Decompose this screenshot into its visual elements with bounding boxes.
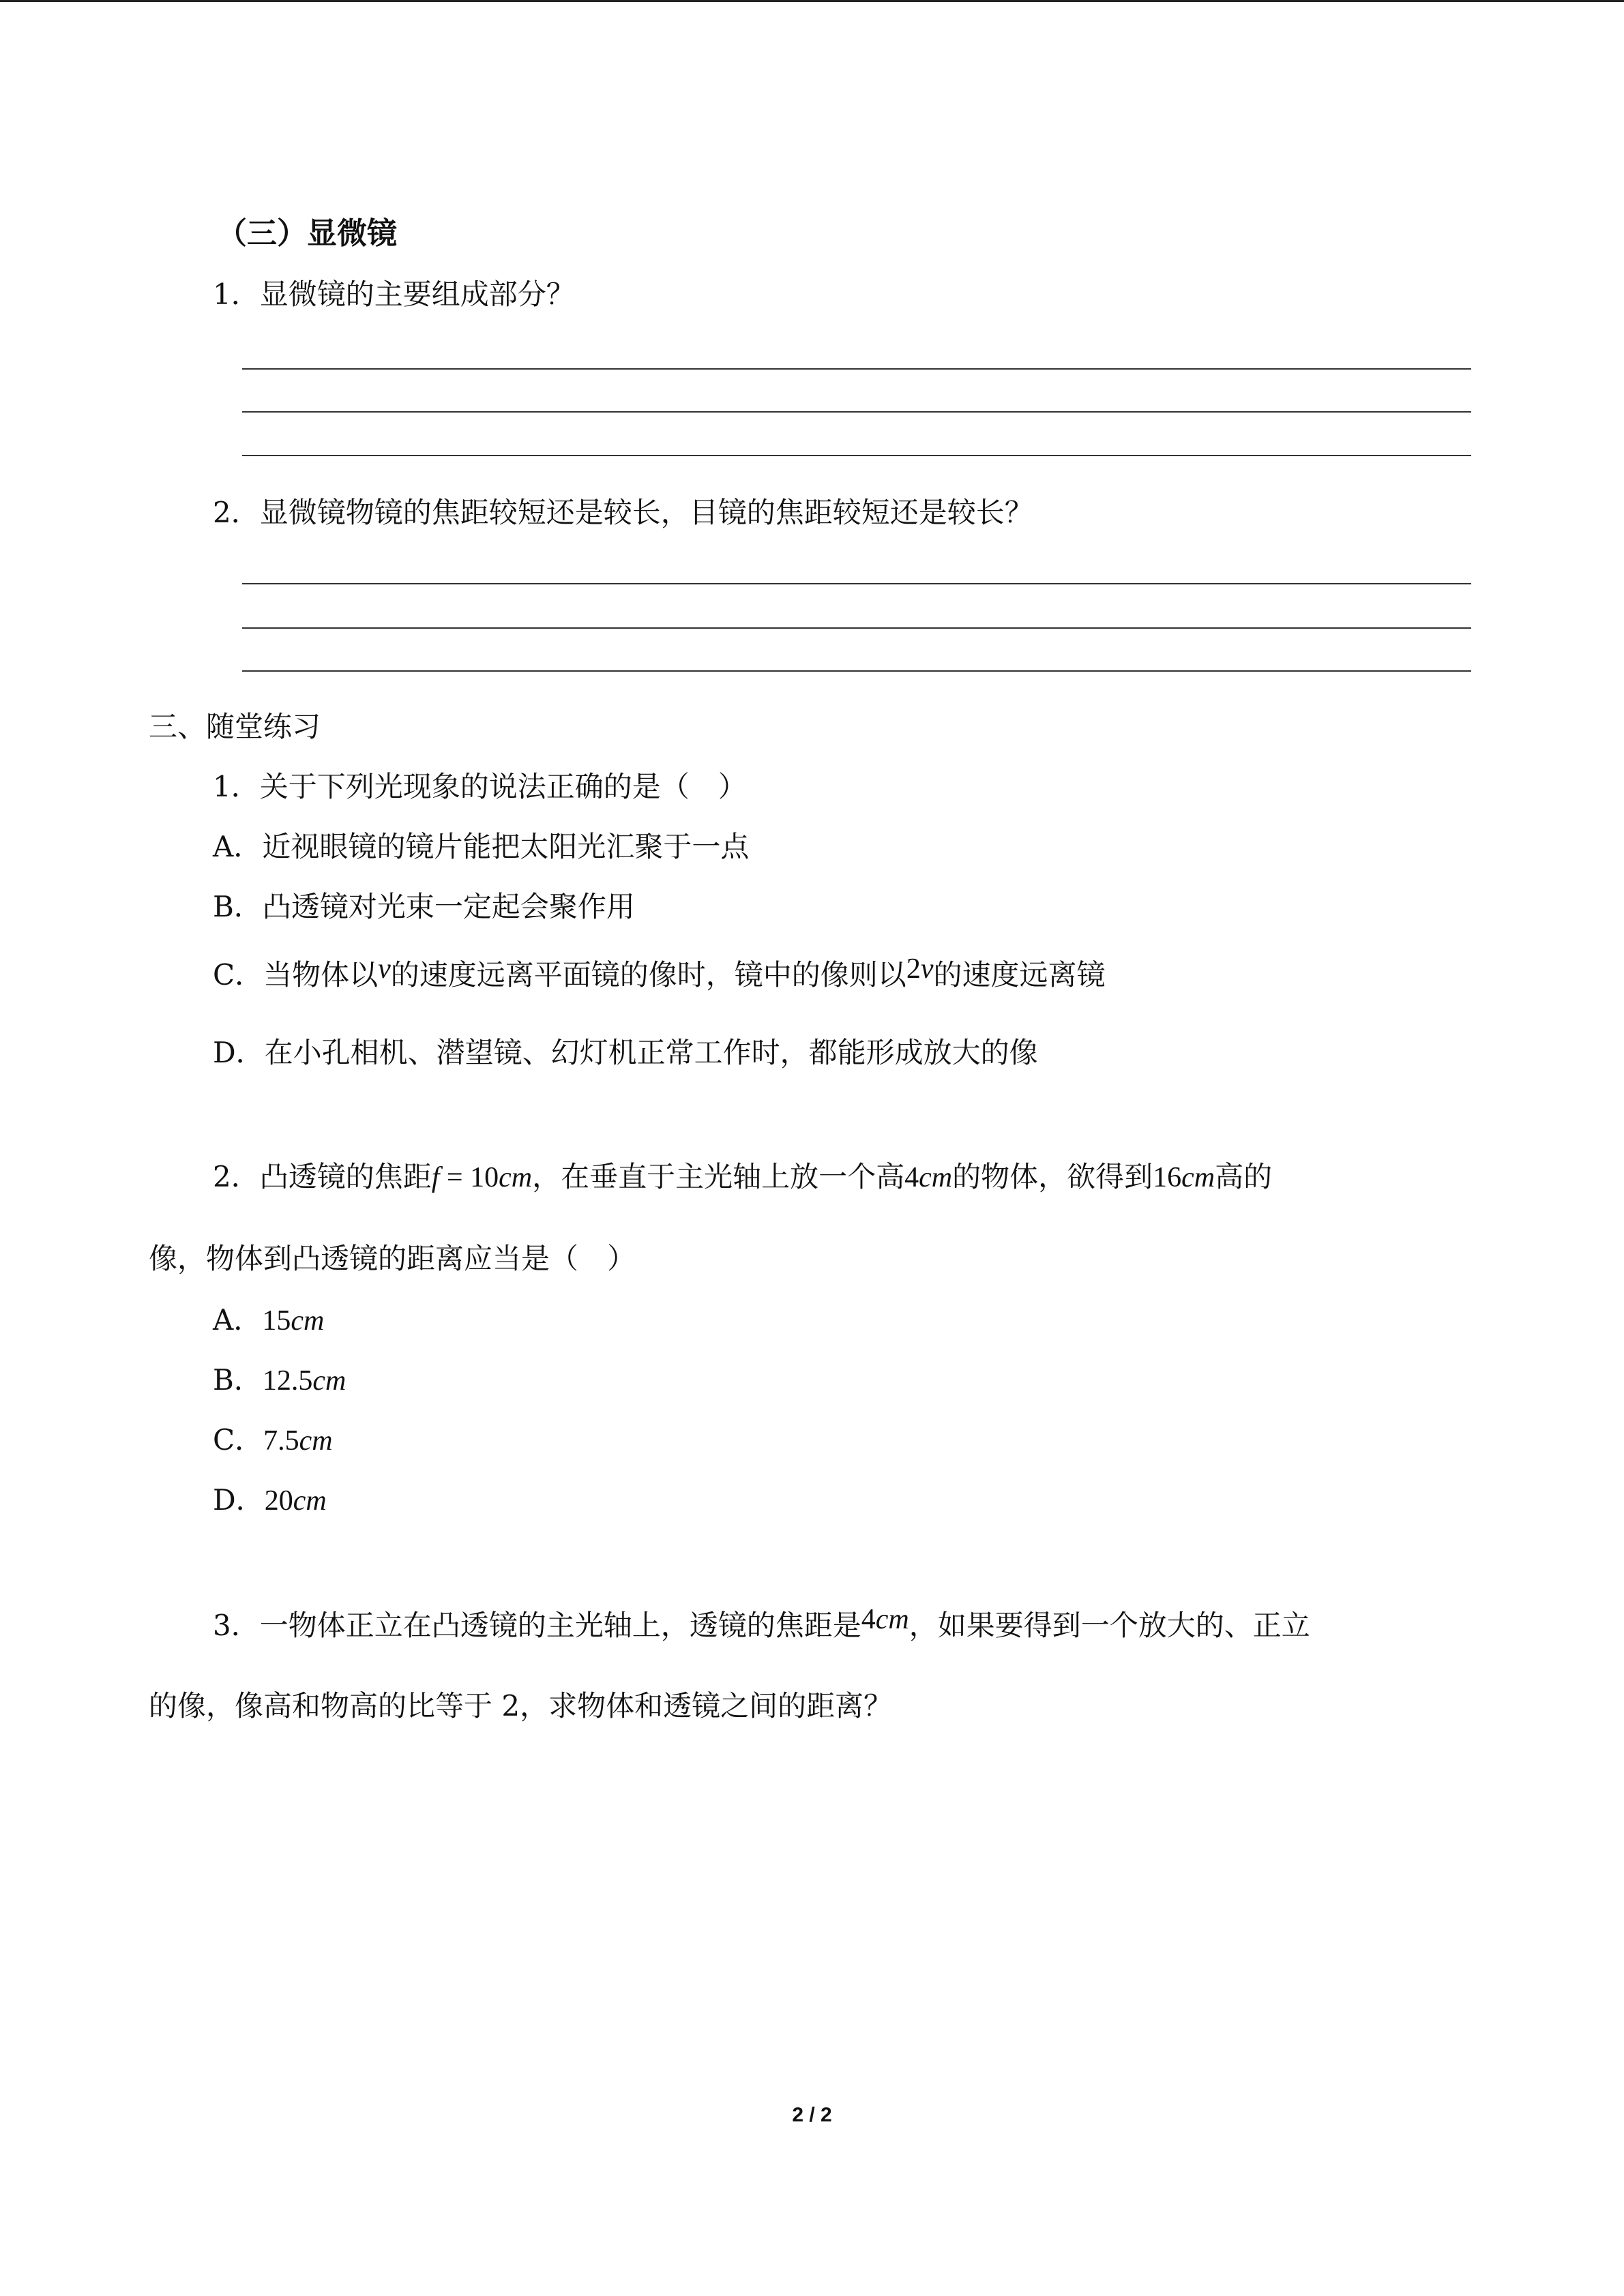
option-c-text-1: C．当物体以 [213, 958, 379, 992]
var-v: v [378, 953, 391, 985]
option-c-text-2: 的速度远离平面镜的像时，镜中的像则以 [390, 958, 906, 992]
section-heading-microscope: （三）显微镜 [217, 216, 397, 251]
answer-line [242, 627, 1471, 629]
focal-length-value: 10 [470, 1162, 499, 1193]
equals-sign: = [439, 1162, 471, 1193]
q2-mid-2: 的物体，欲得到 [952, 1160, 1153, 1193]
practice-question-2-option-a: A．15cm [213, 1303, 325, 1337]
practice-question-1-option-b: B．凸透镜对光束一定起会聚作用 [213, 890, 635, 923]
microscope-question-1: 1．显微镜的主要组成部分？ [213, 278, 575, 311]
practice-question-1-option-d: D．在小孔相机、潜望镜、幻灯机正常工作时，都能形成放大的像 [213, 1036, 1038, 1069]
q2-suffix: 高的 [1215, 1160, 1273, 1193]
microscope-question-2: 2．显微镜物镜的焦距较短还是较长，目镜的焦距较短还是较长？ [213, 496, 1033, 529]
unit-cm: cm [1181, 1162, 1215, 1193]
q3-focal-length: 4cm [861, 1604, 909, 1635]
practice-question-2-line-1 [213, 1158, 1272, 1197]
q2-mid-1: ，在垂直于主光轴上放一个高 [532, 1160, 905, 1193]
practice-question-2-line-2: 像，物体到凸透镜的距离应当是（ ） [149, 1242, 636, 1275]
practice-question-3-line-1 [213, 1604, 1310, 1645]
practice-heading: 三、随堂练习 [149, 710, 321, 743]
var-f: f [431, 1162, 440, 1193]
answer-line [242, 368, 1471, 370]
unit-cm: cm [499, 1162, 533, 1193]
unit-cm: cm [919, 1162, 953, 1193]
q3-prefix: 3．一物体正立在凸透镜的主光轴上，透镜的焦距是 [213, 1609, 861, 1642]
practice-question-3-line-2: 的像，像高和物高的比等于 2，求物体和透镜之间的距离？ [149, 1689, 893, 1723]
answer-line [242, 670, 1471, 672]
option-c-text-3: 的速度远离镜 [933, 958, 1106, 992]
practice-question-1-stem: 1．关于下列光现象的说法正确的是（ ） [213, 770, 747, 803]
practice-question-2-option-d: D．20cm [213, 1483, 327, 1517]
top-border [0, 0, 1624, 2]
var-2v: 2v [906, 953, 934, 985]
practice-question-1-option-c [213, 953, 1106, 995]
practice-question-2-option-c: C．7.5cm [213, 1423, 333, 1457]
page-number: 2 / 2 [792, 2104, 832, 2126]
answer-line [242, 411, 1471, 413]
answer-line [242, 583, 1471, 584]
q3-suffix: ，如果要得到一个放大的、正立 [909, 1609, 1310, 1642]
image-height-value: 16 [1153, 1162, 1182, 1193]
practice-question-2-option-b: B．12.5cm [213, 1363, 346, 1397]
object-height-value: 4 [904, 1162, 919, 1193]
q2-prefix: 2．凸透镜的焦距 [213, 1160, 432, 1193]
practice-question-1-option-a: A．近视眼镜的镜片能把太阳光汇聚于一点 [213, 830, 750, 863]
answer-line [242, 455, 1471, 456]
